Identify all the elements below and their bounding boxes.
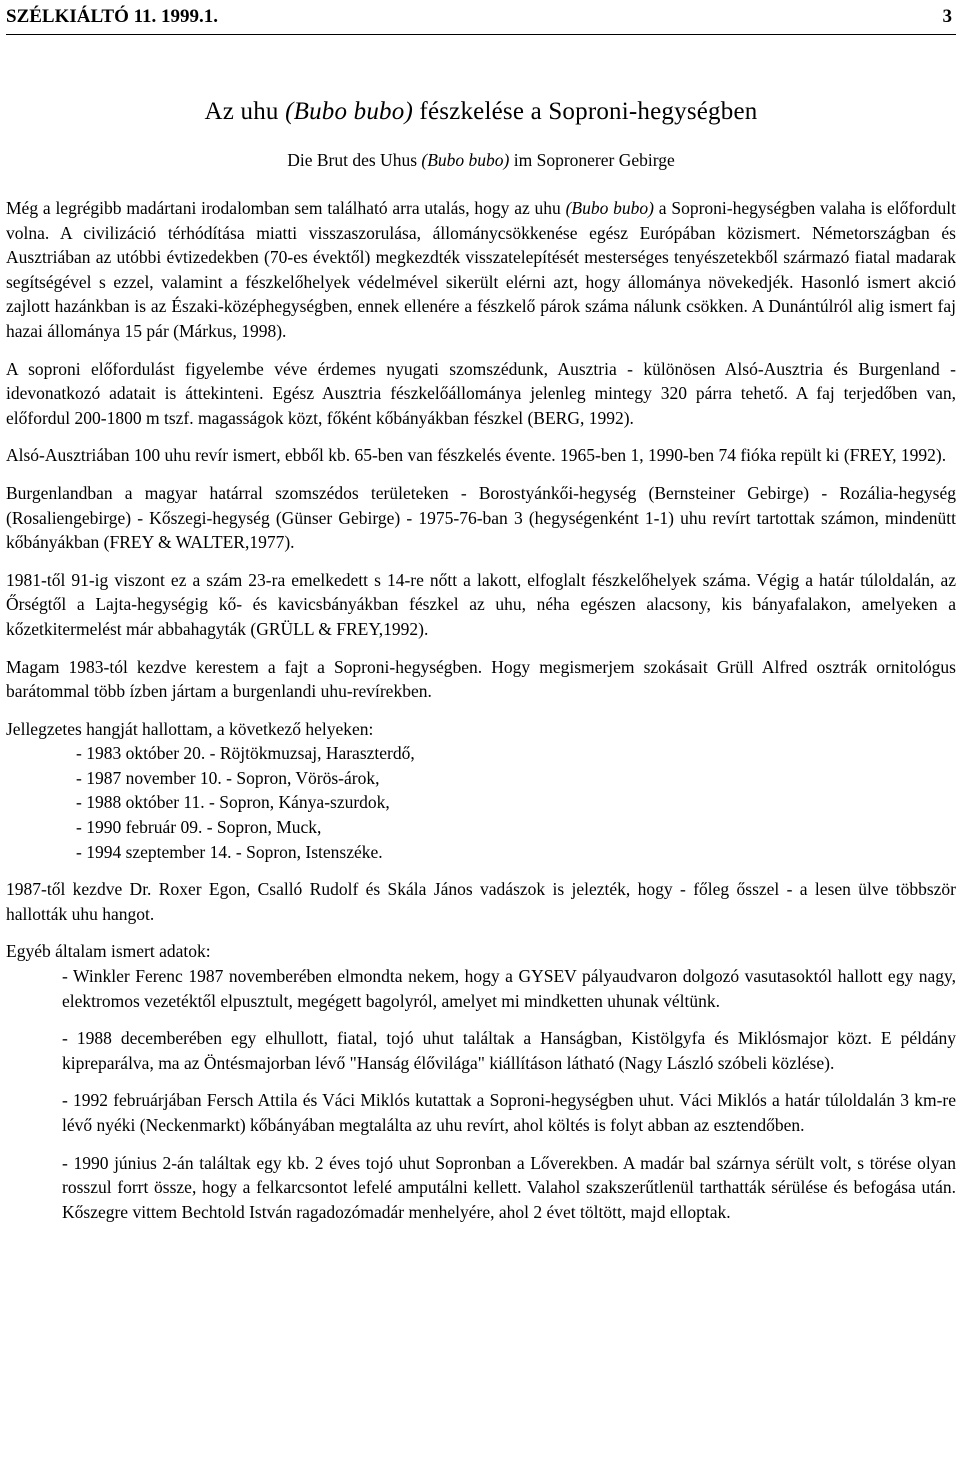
sightings-list: [76, 741, 956, 864]
other-data-list: [62, 964, 956, 1224]
paragraph-other-intro: Egyéb általam ismert adatok:: [6, 941, 211, 962]
paragraph-increase: 1981-től 91-ig viszont ez a szám 23-ra emelkedett s 14-re nőtt a lakott, elfoglalt fészkelőhelyek száma. Végig a határ túloldalán, az Őrségtől a Lajta-hegységig kő- és kavicsbányákban fészkel az uhu, néha egészen alacsony, kis bányafalakon, amelyeken a kőzetkitermelést már abbahagyták (GRÜLL & FREY,1992).: [6, 569, 956, 639]
scientific-name: (Bubo bubo): [565, 198, 654, 218]
paragraph-sightings-intro: Jellegzetes hangját hallottam, a következő helyeken:: [6, 718, 374, 739]
paragraph-text: a Soproni-hegységben valaha is előfordult volna. A civilizáció térhódítása miatti visszaszorulása, állománycsökkenése egész Európában közismert. Németországban és Ausztriában az utóbbi évtizedekben (70-es évektől) megkezdték visszatelepítését mesterséges tenyészetekből származó fiatal madarak segítségével s ezzel, valamint a fészkelőhelyek védelmével sikerült elérni azt, hogy állománya növekedjék. Hasonló ismert akció zajlott hazánkban is az Északi-középhegységben, ennek ellenére a fészkelő párok száma nálunk csökken. A Dunántúlról alig ismert faj hazai állománya 15 pár (Márkus, 1998).: [6, 198, 956, 341]
subtitle-scientific-name: (Bubo bubo): [421, 150, 510, 170]
list-item: - 1983 október 20. - Röjtökmuzsaj, Haraszterdő,: [76, 743, 415, 764]
page-header: [6, 4, 956, 35]
subtitle-text-end: im Sopronerer Gebirge: [509, 150, 675, 170]
title-text-end: fészkelése a Soproni-hegységben: [412, 98, 758, 125]
paragraph-hunters: 1987-től kezdve Dr. Roxer Egon, Csalló Rudolf és Skála János vadászok is jelezték, hogy - főleg ősszel - a lesen ülve többször hallották uhu hangot.: [6, 879, 956, 924]
journal-issue: SZÉLKIÁLTÓ 11. 1999.1.: [6, 6, 219, 27]
paragraph-austria: A soproni előfordulást figyelembe véve érdemes nyugati szomszédunk, Ausztria - különösen Alsó-Ausztria és Burgenland - idevonatkozó adatait is áttekinteni. Egész Ausztria fészkelőállománya jelenleg mintegy 320 párra tehető. A faj terjedőben van, előfordul 200-1800 m tszf. magasságok közt, főként kőbányákban fészkel (BERG, 1992).: [6, 358, 956, 428]
subtitle-text: Die Brut des Uhus: [287, 150, 422, 170]
title-text: Az uhu: [204, 98, 286, 125]
list-item: - 1987 november 10. - Sopron, Vörös-árok,: [76, 767, 380, 788]
paragraph-text: Még a legrégibb madártani irodalomban sem található arra utalás, hogy az uhu: [6, 198, 566, 218]
article-subtitle: [6, 150, 956, 171]
paragraph-lower-austria: Alsó-Ausztriában 100 uhu revír ismert, ebből kb. 65-ben van fészkelés évente. 1965-ben 1, 1990-ben 74 fióka repült ki (FREY, 1992).: [6, 445, 947, 466]
list-item: - 1988 október 11. - Sopron, Kánya-szurdok,: [76, 792, 390, 813]
list-item: - 1992 februárjában Fersch Attila és Váci Miklós kutattak a Soproni-hegységben uhut. Váci Miklós a határ túloldalán 3 km-re lévő nyéki (Neckenmarkt) kőbányában megtalálta az uhu revírt, ahol költés is folyt abban az esztendőben.: [62, 1090, 956, 1135]
paragraph-burgenland: Burgenlandban a magyar határral szomszédos területeken - Borostyánkői-hegység (Bernsteiner Gebirge) - Rozália-hegység (Rosaliengebirge) - Kőszegi-hegység (Günser Gebirge) - 1975-76-ban 3 (hegységenként 1-1) uhu revírt tartottak számon, mindenütt kőbányákban (FREY & WALTER,1977).: [6, 482, 956, 553]
list-item: - 1988 decemberében egy elhullott, fiatal, tojó uhut találtak a Hanságban, Kistölgyfa és Miklósmajor közt. E példány kipreparálva, ma az Öntésmajorban lévő "Hanság élővilága" kiállításon látható (Nagy László szóbeli közlése).: [62, 1028, 956, 1073]
paragraph-intro: [6, 196, 956, 344]
list-item: - Winkler Ferenc 1987 novemberében elmondta nekem, hogy a GYSEV pályaudvaron dolgozó vasutasoktól hallott egy nagy, elektromos vezetéktől elpusztult, megégett bagolyról, amelyet mi mindketten uhunak véltünk.: [62, 966, 956, 1011]
page-number: 3: [942, 6, 952, 27]
list-item: - 1990 június 2-án találtak egy kb. 2 éves tojó uhut Sopronban a Lőverekben. A madár bal szárnya sérült volt, s törése olyan rosszul forrt össze, hogy a felkarcsontot lefelé amputálni kellett. Valahol szakszerűtlenül tarthatták sérülése és befogása után. Kőszegre vittem Bechtold István ragadozómadár menhelyére, ahol 2 évet töltött, majd elloptak.: [62, 1152, 956, 1222]
list-item: - 1994 szeptember 14. - Sopron, Istenszéke.: [76, 841, 383, 862]
title-scientific-name: (Bubo bubo): [285, 98, 413, 125]
list-item: - 1990 február 09. - Sopron, Muck,: [76, 817, 322, 838]
article-body: [6, 196, 956, 1237]
paragraph-own-search: Magam 1983-tól kezdve kerestem a fajt a Soproni-hegységben. Hogy megismerjem szokásait Grüll Alfred osztrák ornitológus barátommal több ízben jártam a burgenlandi uhu-revírekben.: [6, 656, 956, 702]
article-title: [6, 98, 956, 126]
